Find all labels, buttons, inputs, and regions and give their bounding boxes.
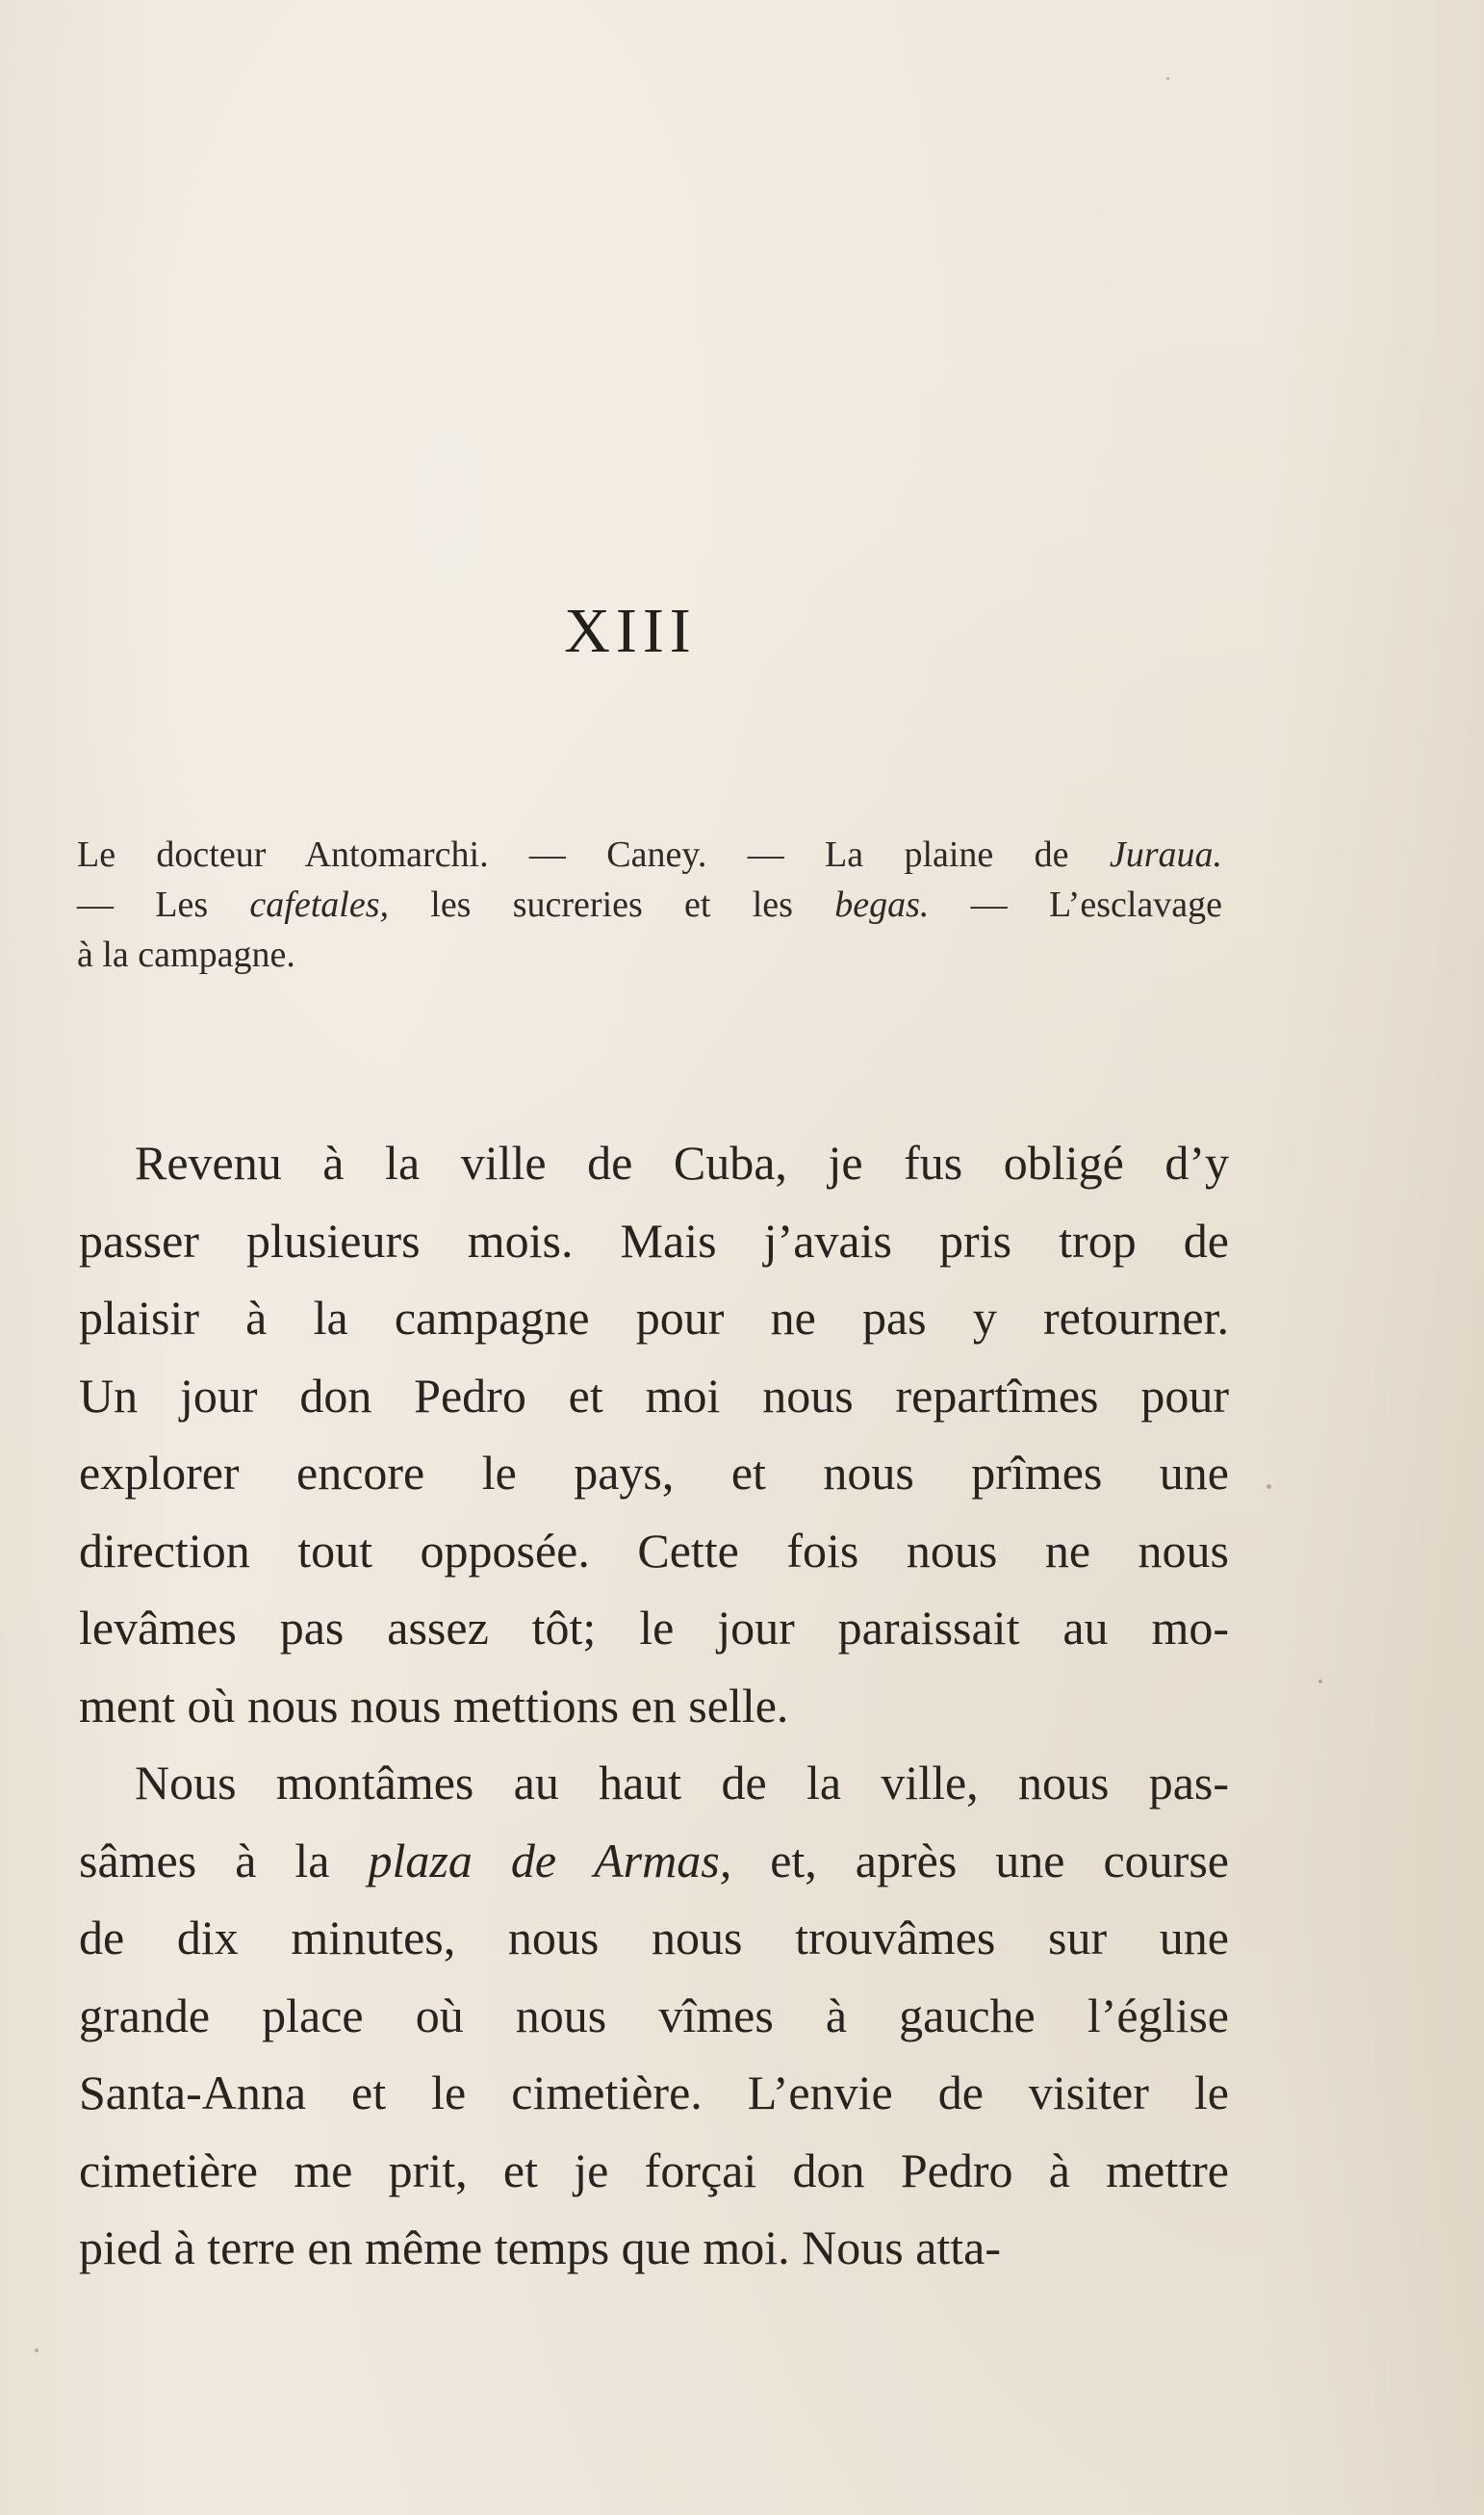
text-segment: passer plusieurs mois. Mais j’avais pris trop de bbox=[79, 1213, 1229, 1268]
summary-line bbox=[77, 880, 1222, 930]
paragraph bbox=[79, 1124, 1229, 1744]
paragraph-line bbox=[79, 1899, 1229, 1977]
text-segment: levâmes pas assez tôt; le jour paraissait au mo- bbox=[79, 1601, 1229, 1655]
text-segment: plaisir à la campagne pour ne pas y retourner. bbox=[79, 1291, 1229, 1345]
text-segment: Revenu à la ville de Cuba, je fus obligé d’y bbox=[135, 1136, 1229, 1190]
paragraph-line bbox=[79, 2132, 1229, 2210]
paragraph-line bbox=[79, 1202, 1229, 1280]
paper-speck bbox=[1267, 1484, 1271, 1489]
text-segment: de dix minutes, nous nous trouvâmes sur une bbox=[79, 1911, 1229, 1964]
text-segment: direction tout opposée. Cette fois nous ne nous bbox=[79, 1523, 1229, 1578]
text-segment: — L’esclavage bbox=[929, 885, 1223, 925]
text-segment: sâmes à la bbox=[79, 1833, 369, 1887]
paragraph-line bbox=[79, 1434, 1229, 1512]
paragraph-line bbox=[79, 1822, 1229, 1900]
chapter-summary bbox=[77, 830, 1222, 980]
text-segment: grande place où nous vîmes à gauche l’église bbox=[79, 1988, 1229, 2042]
paper-speck bbox=[1318, 1680, 1322, 1683]
text-segment: ment où nous nous mettions en selle. bbox=[79, 1678, 789, 1732]
paragraph-line bbox=[79, 1512, 1229, 1590]
text-segment: Le docteur Antomarchi. — Caney. — La plaine de bbox=[77, 834, 1110, 875]
text-segment: explorer encore le pays, et nous prîmes une bbox=[79, 1446, 1229, 1500]
paragraph-line bbox=[79, 2054, 1229, 2132]
italic-text: plaza de Armas, bbox=[368, 1833, 732, 1887]
paragraph-line bbox=[79, 1589, 1229, 1667]
paragraph-line bbox=[79, 2209, 1229, 2287]
italic-text: begas. bbox=[834, 885, 930, 925]
text-segment: cimetière me prit, et je forçai don Pedro à mettre bbox=[79, 2143, 1229, 2197]
text-segment: Nous montâmes au haut de la ville, nous pas- bbox=[135, 1756, 1229, 1809]
paragraph-line bbox=[79, 1279, 1229, 1357]
paragraph-line bbox=[79, 1744, 1229, 1822]
italic-text: Juraua. bbox=[1109, 834, 1222, 875]
text-segment: à la campagne. bbox=[77, 935, 295, 975]
paper-speck bbox=[1166, 77, 1169, 80]
body-text bbox=[79, 1124, 1229, 2287]
text-segment: pied à terre en même temps que moi. Nous atta- bbox=[79, 2220, 1002, 2274]
text-segment: les sucreries et les bbox=[388, 885, 835, 925]
paragraph-line bbox=[79, 1667, 1229, 1745]
text-segment: Santa-Anna et le cimetière. L’envie de visiter le bbox=[79, 2066, 1229, 2119]
paragraph-line bbox=[79, 1357, 1229, 1435]
italic-text: cafetales, bbox=[249, 885, 389, 925]
paper-speck bbox=[35, 2348, 38, 2352]
paragraph-line bbox=[79, 1124, 1229, 1202]
text-segment: Un jour don Pedro et moi nous repartîmes pour bbox=[79, 1368, 1229, 1423]
chapter-number: XIII bbox=[564, 596, 697, 666]
text-segment: et, après une course bbox=[731, 1833, 1229, 1887]
paragraph-line bbox=[79, 1977, 1229, 2055]
paragraph bbox=[79, 1744, 1229, 2287]
summary-line bbox=[77, 930, 1222, 980]
text-segment: — Les bbox=[77, 885, 250, 925]
summary-line bbox=[77, 830, 1222, 880]
